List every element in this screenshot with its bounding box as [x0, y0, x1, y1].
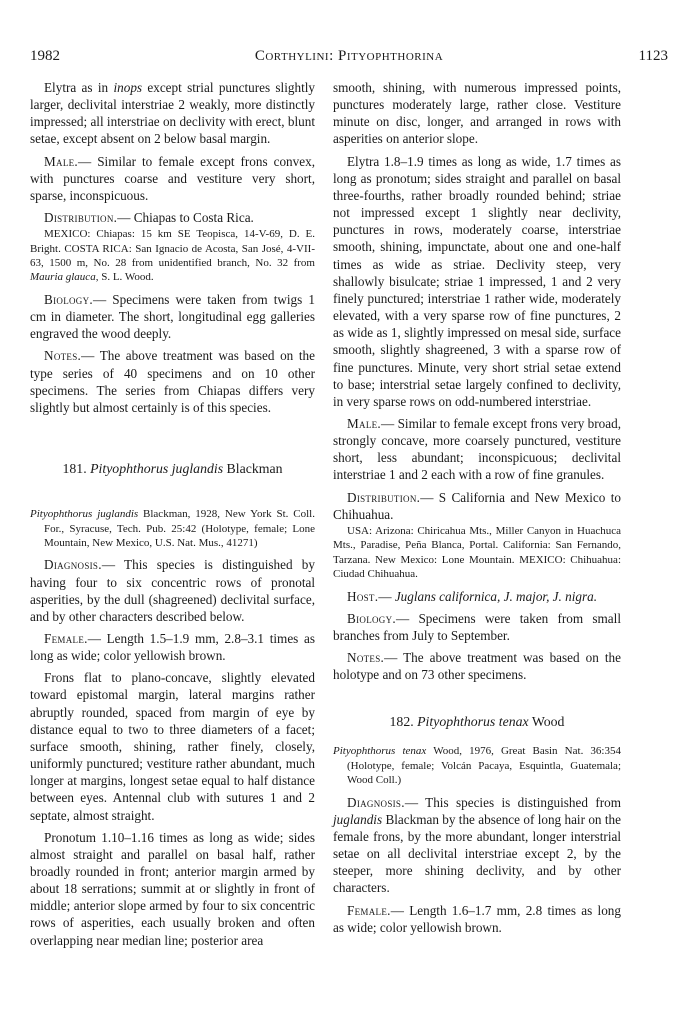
- section-label: Female.: [44, 630, 88, 646]
- elytra-paragraph: Elytra 1.8–1.9 times as long as wide, 1.7 times as long as pronotum; sides straight and parallel on basal three-fourths, rather broadly rounded behind; striae not impressed except 1 slightly near declivity, punctures in rows, moderately coarse, interstriae smooth, shining, impunctate, about one and one-half times as wide as striae. Declivity steep, very shallowly bisulcate; striae 1 impressed, 1 and 2 very finely punctured; interstriae 1 rather wide, moderately elevated, with a very sparse row of fine punctures, 2 as wide as 1, slightly impressed on mesal side, surface smooth, slightly shagreened, 3 with a sparse row of fine punctures. Minute, very short strial setae extend to base; interstrial setae largely confined to declivity, in very sparse rows on odd-numbered interstriae.: [333, 153, 621, 409]
- species-citation: Pityophthorus juglandis Blackman, 1928, New York St. Coll. For., Syracuse, Tech. Pub. 25:42 (Holotype, female; Lone Mountain, New Mexico, U.S. Nat. Mus., 41271): [30, 508, 315, 549]
- distribution-records: USA: Arizona: Chiricahua Mts., Miller Canyon in Huachuca Mts., Paradise, Peña Blanca, Portal. California: San Fernando, Tarzana. New Mexico: Lone Mountain. MEXICO: Chihuahua: Ciudad Chihuahua.: [333, 524, 621, 581]
- pronotum-paragraph: Pronotum 1.10–1.16 times as long as wide; sides almost straight and parallel on basal half, rather broadly rounded in front; anterior margin armed by about 18 serrations; summit at or slightly in front of middle; anterior slope armed by four to six concentric rows of asperities, each usually broken and often overlapping near median line; posterior area: [30, 829, 315, 948]
- biology-paragraph: Biology.— Specimens were taken from twigs 1 cm in diameter. The short, longitudinal egg galleries engraved the wood deeply.: [30, 291, 315, 342]
- section-label: Notes.: [44, 348, 82, 364]
- species-heading: 182. Pityophthorus tenax Wood: [389, 714, 565, 730]
- running-title: Corthylini: Pityophthorina: [254, 48, 444, 64]
- right-column: [333, 79, 621, 941]
- left-column: [30, 79, 315, 954]
- section-label: Biology.: [347, 610, 396, 626]
- section-label: Male.: [347, 415, 382, 431]
- diagnosis-paragraph: Diagnosis.— This species is distinguished by having four to six concentric rows of pronotal asperities, by the dull (shagreened) declivital surface, and by other characters described below.: [30, 557, 315, 624]
- species-heading: 181. Pityophthorus juglandis Blackman: [62, 460, 283, 476]
- pronotum-continuation: smooth, shining, with numerous impressed points, punctures moderately large, rather close. Vestiture minute on disc, longer, and arranged in rows with asperities on anterior slope.: [333, 80, 621, 147]
- section-label: Male.: [44, 153, 79, 169]
- page-year: 1982: [30, 48, 60, 64]
- page-number: 1123: [638, 48, 668, 64]
- male-paragraph: Male.— Similar to female except frons convex, with punctures coarse and vestiture very short, sparse, inconspicuous.: [30, 153, 315, 203]
- frons-paragraph: Frons flat to plano-concave, slightly elevated toward epistomal margin, lateral margins rather abruptly rounded, spaced from margin of eye by distance equal to two to three diameters of a facet; surface smooth, shining, rather finely, closely, uniformly punctured; vestiture rather abundant, much longer at margins, longest setae equal to half distance between eyes. Antennal club with sutures 1 and 2 septate, almost straight.: [30, 670, 315, 823]
- elytra-paragraph: Elytra as in inops except strial punctures slightly larger, declivital interstriae 2 weakly, more distinctly impressed; all interstriae on declivity with erect, blunt setae, except absent on 2 below basal margin.: [30, 80, 315, 147]
- male-paragraph: Male.— Similar to female except frons very broad, strongly concave, more coarsely punctured, vestiture short, less abundant; inconspicuous; declivital interstriae 1 and 2 each with a row of fine granules.: [333, 415, 621, 483]
- host-paragraph: Host.— Juglans californica, J. major, J. nigra.: [347, 588, 598, 604]
- section-label: Host.: [347, 588, 379, 604]
- distribution-paragraph: Distribution.— S California and New Mexico to Chihuahua.: [333, 489, 621, 522]
- notes-paragraph: Notes.— The above treatment was based on the holotype and on 73 other specimens.: [333, 650, 621, 683]
- species-citation: Pityophthorus tenax Wood, 1976, Great Basin Nat. 36:354 (Holotype, female; Volcán Pacaya, Esquintla, Guatemala; Wood Coll.): [333, 745, 621, 787]
- section-label: Notes.: [347, 650, 385, 665]
- distribution-records: MEXICO: Chiapas: 15 km SE Teopisca, 14-V-69, D. E. Bright. COSTA RICA: San Ignacio de Acosta, San José, 4-VII-63, 1500 m, No. 28 from unidentified branch, No. 32 from Mauria glauca, S. L. Wood.: [30, 228, 315, 284]
- section-label: Distribution.: [347, 489, 421, 505]
- running-header: [30, 48, 668, 72]
- section-label: Female.: [347, 902, 391, 918]
- section-label: Biology.: [44, 291, 93, 307]
- section-label: Distribution.: [44, 210, 118, 226]
- section-label: Diagnosis.: [44, 557, 102, 573]
- biology-paragraph: Biology.— Specimens were taken from small branches from July to September.: [333, 610, 621, 643]
- diagnosis-paragraph: Diagnosis.— This species is distinguished from juglandis Blackman by the absence of long hair on the female frons, by the more abundant, longer interstrial setae on all declivital interstriae except 2, by the steeper, more shining declivity, and by other characters.: [333, 794, 621, 896]
- female-paragraph: Female.— Length 1.6–1.7 mm, 2.8 times as long as wide; color yellowish brown.: [333, 902, 621, 935]
- distribution-paragraph: Distribution.— Chiapas to Costa Rica.: [44, 210, 254, 226]
- notes-paragraph: Notes.— The above treatment was based on the type series of 40 specimens and on 10 other specimens. The series from Chiapas differs very slightly but almost certainly is of this species.: [30, 348, 315, 415]
- female-paragraph: Female.— Length 1.5–1.9 mm, 2.8–3.1 times as long as wide; color yellowish brown.: [30, 630, 315, 664]
- section-label: Diagnosis.: [347, 794, 405, 810]
